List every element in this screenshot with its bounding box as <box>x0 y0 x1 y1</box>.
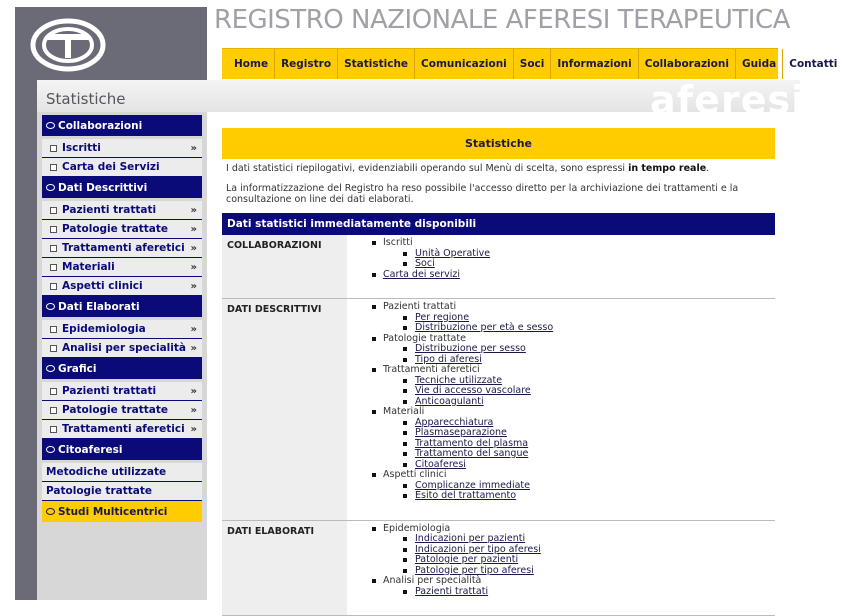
sub-list-item[interactable] <box>415 449 775 460</box>
row-category: DATI ELABORATI <box>222 521 347 616</box>
link[interactable]: Trattamento del sangue <box>415 448 528 459</box>
double-chevron-icon: » <box>191 424 197 435</box>
table-row <box>222 235 775 299</box>
aferesi-watermark: aferesi <box>650 78 805 122</box>
section-title: Statistiche <box>46 90 126 108</box>
sub-list-item[interactable] <box>415 460 775 471</box>
group-label: Trattamenti aferetici <box>383 364 480 375</box>
sidebar-label: Pazienti trattati <box>62 385 156 397</box>
sidebar-label: Pazienti trattati <box>62 204 156 216</box>
bullet-icon <box>46 184 55 191</box>
content-header: Statistiche <box>222 128 775 159</box>
sidebar-item-patologie-trattate[interactable] <box>42 220 202 239</box>
square-bullet-icon <box>50 264 57 271</box>
link[interactable]: Carta dei servizi <box>383 269 460 280</box>
main-content <box>222 128 775 616</box>
group-label: Analisi per specialità <box>383 575 481 586</box>
sidebar-item-aspetti-clinici[interactable] <box>42 277 202 296</box>
sub-list-item[interactable] <box>415 249 775 260</box>
nav-item-soci[interactable]: Soci <box>514 49 552 79</box>
sidebar-label: Patologie trattate <box>62 223 168 235</box>
sidebar-label: Patologie trattate <box>46 485 152 497</box>
nav-item-statistiche[interactable]: Statistiche <box>338 49 415 79</box>
list-item[interactable] <box>383 270 775 281</box>
row-items <box>347 235 775 298</box>
intro-paragraph-2: La informatizzazione del Registro ha reso possibile l'accesso diretto per la archiviazione dei trattamenti e la consultazione on line dei dati elaborati. <box>226 183 771 205</box>
double-chevron-icon: » <box>191 386 197 397</box>
table-row <box>222 299 775 521</box>
square-bullet-icon <box>50 345 57 352</box>
sidebar-item-epidemiologia[interactable] <box>42 320 202 339</box>
link[interactable]: Esito del trattamento <box>415 490 516 501</box>
link[interactable]: Distribuzione per età e sesso <box>415 322 553 333</box>
sidebar-section-collaborazioni[interactable] <box>42 115 202 136</box>
link[interactable]: Soci <box>415 258 435 269</box>
list-item <box>383 238 775 270</box>
sidebar-label: Analisi per specialità <box>62 342 186 354</box>
double-chevron-icon: » <box>191 281 197 292</box>
group-label: Iscritti <box>383 237 413 248</box>
sidebar-section-studi-multicentrici[interactable] <box>42 501 202 522</box>
sidebar-label: Metodiche utilizzate <box>46 466 166 478</box>
sidebar-section-citoaferesi[interactable] <box>42 439 202 460</box>
nav-item-comunicazioni[interactable]: Comunicazioni <box>415 49 514 79</box>
list-item <box>383 524 775 577</box>
sidebar-label: Trattamenti aferetici <box>62 242 185 254</box>
double-chevron-icon: » <box>191 224 197 235</box>
double-chevron-icon: » <box>191 324 197 335</box>
link[interactable]: Tipo di aferesi <box>415 354 482 365</box>
link[interactable]: Trattamento del plasma <box>415 438 528 449</box>
sidebar-section-dati-descrittivi[interactable] <box>42 177 202 198</box>
square-bullet-icon <box>50 164 57 171</box>
sidebar-item-analisi-per-specialit-[interactable] <box>42 339 202 358</box>
double-chevron-icon: » <box>191 343 197 354</box>
row-items <box>347 299 775 520</box>
list-item <box>383 470 775 502</box>
nav-item-informazioni[interactable]: Informazioni <box>551 49 638 79</box>
sidebar-label: Carta dei Servizi <box>62 161 160 173</box>
sidebar-label: Collaborazioni <box>58 120 142 132</box>
sidebar-section-grafici[interactable] <box>42 358 202 379</box>
list-item <box>383 302 775 334</box>
sidebar-label: Iscritti <box>62 142 101 154</box>
row-items <box>347 521 775 616</box>
square-bullet-icon <box>50 426 57 433</box>
site-logo-icon[interactable] <box>30 18 106 72</box>
double-chevron-icon: » <box>191 243 197 254</box>
bullet-icon <box>46 122 55 129</box>
link[interactable]: Tecniche utilizzate <box>415 375 502 386</box>
bullet-icon <box>46 446 55 453</box>
sidebar-item-patologie-trattate[interactable] <box>42 482 202 501</box>
sub-list-item[interactable] <box>415 323 775 334</box>
link[interactable]: Plasmaseparazione <box>415 427 507 438</box>
bullet-icon <box>46 365 55 372</box>
nav-item-home[interactable]: Home <box>222 49 275 79</box>
link[interactable]: Indicazioni per pazienti <box>415 533 525 544</box>
sidebar-label: Grafici <box>58 363 97 375</box>
square-bullet-icon <box>50 245 57 252</box>
link[interactable]: Complicanze immediate <box>415 480 530 491</box>
sidebar-label: Epidemiologia <box>62 323 146 335</box>
link[interactable]: Indicazioni per tipo aferesi <box>415 544 541 555</box>
sidebar-label: Citoaferesi <box>58 444 122 456</box>
table-row <box>222 521 775 616</box>
sidebar-menu <box>42 115 202 525</box>
table-title: Dati statistici immediatamente disponibili <box>222 213 775 235</box>
list-item <box>383 576 775 597</box>
list-item <box>383 334 775 366</box>
group-label: Materiali <box>383 406 424 417</box>
group-label: Aspetti clinici <box>383 469 446 480</box>
square-bullet-icon <box>50 145 57 152</box>
row-category: COLLABORAZIONI <box>222 235 347 298</box>
link[interactable]: Pazienti trattati <box>415 586 488 597</box>
nav-item-registro[interactable]: Registro <box>275 49 338 79</box>
bullet-icon <box>46 303 55 310</box>
sidebar-section-dati-elaborati[interactable] <box>42 296 202 317</box>
nav-item-collaborazioni[interactable]: Collaborazioni <box>639 49 736 79</box>
sidebar-label: Materiali <box>62 261 115 273</box>
square-bullet-icon <box>50 388 57 395</box>
sidebar-item-carta-dei-servizi[interactable] <box>42 158 202 177</box>
sidebar-item-iscritti[interactable] <box>42 139 202 158</box>
square-bullet-icon <box>50 407 57 414</box>
square-bullet-icon <box>50 226 57 233</box>
sidebar-item-trattamenti-aferetici[interactable] <box>42 239 202 258</box>
group-label: Patologie trattate <box>383 333 466 344</box>
nav-item-contatti[interactable]: Contatti <box>783 49 843 79</box>
sidebar-item-pazienti-trattati[interactable] <box>42 382 202 401</box>
sidebar-label: Dati Elaborati <box>58 301 140 313</box>
sidebar-label: Trattamenti aferetici <box>62 423 185 435</box>
group-label: Pazienti trattati <box>383 301 456 312</box>
link[interactable]: Per regione <box>415 312 469 323</box>
sidebar-item-pazienti-trattati[interactable] <box>42 201 202 220</box>
group-label: Epidemiologia <box>383 523 450 534</box>
link[interactable]: Distribuzione per sesso <box>415 343 526 354</box>
sidebar-item-trattamenti-aferetici[interactable] <box>42 420 202 439</box>
double-chevron-icon: » <box>191 143 197 154</box>
link[interactable]: Anticoagulanti <box>415 396 484 407</box>
double-chevron-icon: » <box>191 205 197 216</box>
link[interactable]: Citoaferesi <box>415 459 466 470</box>
sidebar-label: Dati Descrittivi <box>58 182 147 194</box>
square-bullet-icon <box>50 207 57 214</box>
list-item <box>383 365 775 407</box>
top-navigation <box>222 48 778 79</box>
sidebar-label: Patologie trattate <box>62 404 168 416</box>
link[interactable]: Unità Operative <box>415 248 490 259</box>
link[interactable]: Patologie per tipo aferesi <box>415 565 534 576</box>
sidebar-label: Aspetti clinici <box>62 280 143 292</box>
intro-paragraph: I dati statistici riepilogativi, evidenziabili operando sul Menù di scelta, sono espressi in tempo reale. <box>226 163 771 174</box>
sub-list-item[interactable] <box>415 491 775 502</box>
sidebar-item-metodiche-utilizzate[interactable] <box>42 463 202 482</box>
row-category: DATI DESCRITTIVI <box>222 299 347 520</box>
nav-item-guida[interactable]: Guida <box>736 49 783 79</box>
sub-list-item[interactable] <box>415 397 775 408</box>
double-chevron-icon: » <box>191 405 197 416</box>
list-item <box>383 407 775 470</box>
site-title: REGISTRO NAZIONALE AFERESI TERAPEUTICA <box>214 5 790 35</box>
link[interactable]: Patologie per pazienti <box>415 554 518 565</box>
bullet-icon <box>46 508 55 515</box>
sub-list-item[interactable] <box>415 587 775 598</box>
sidebar-label: Studi Multicentrici <box>58 506 167 518</box>
link[interactable]: Apparecchiatura <box>415 417 493 428</box>
sidebar-item-patologie-trattate[interactable] <box>42 401 202 420</box>
square-bullet-icon <box>50 326 57 333</box>
square-bullet-icon <box>50 283 57 290</box>
link[interactable]: Vie di accesso vascolare <box>415 385 531 396</box>
sub-list-item[interactable] <box>415 259 775 270</box>
double-chevron-icon: » <box>191 262 197 273</box>
sidebar-item-materiali[interactable] <box>42 258 202 277</box>
stats-table <box>222 235 775 616</box>
